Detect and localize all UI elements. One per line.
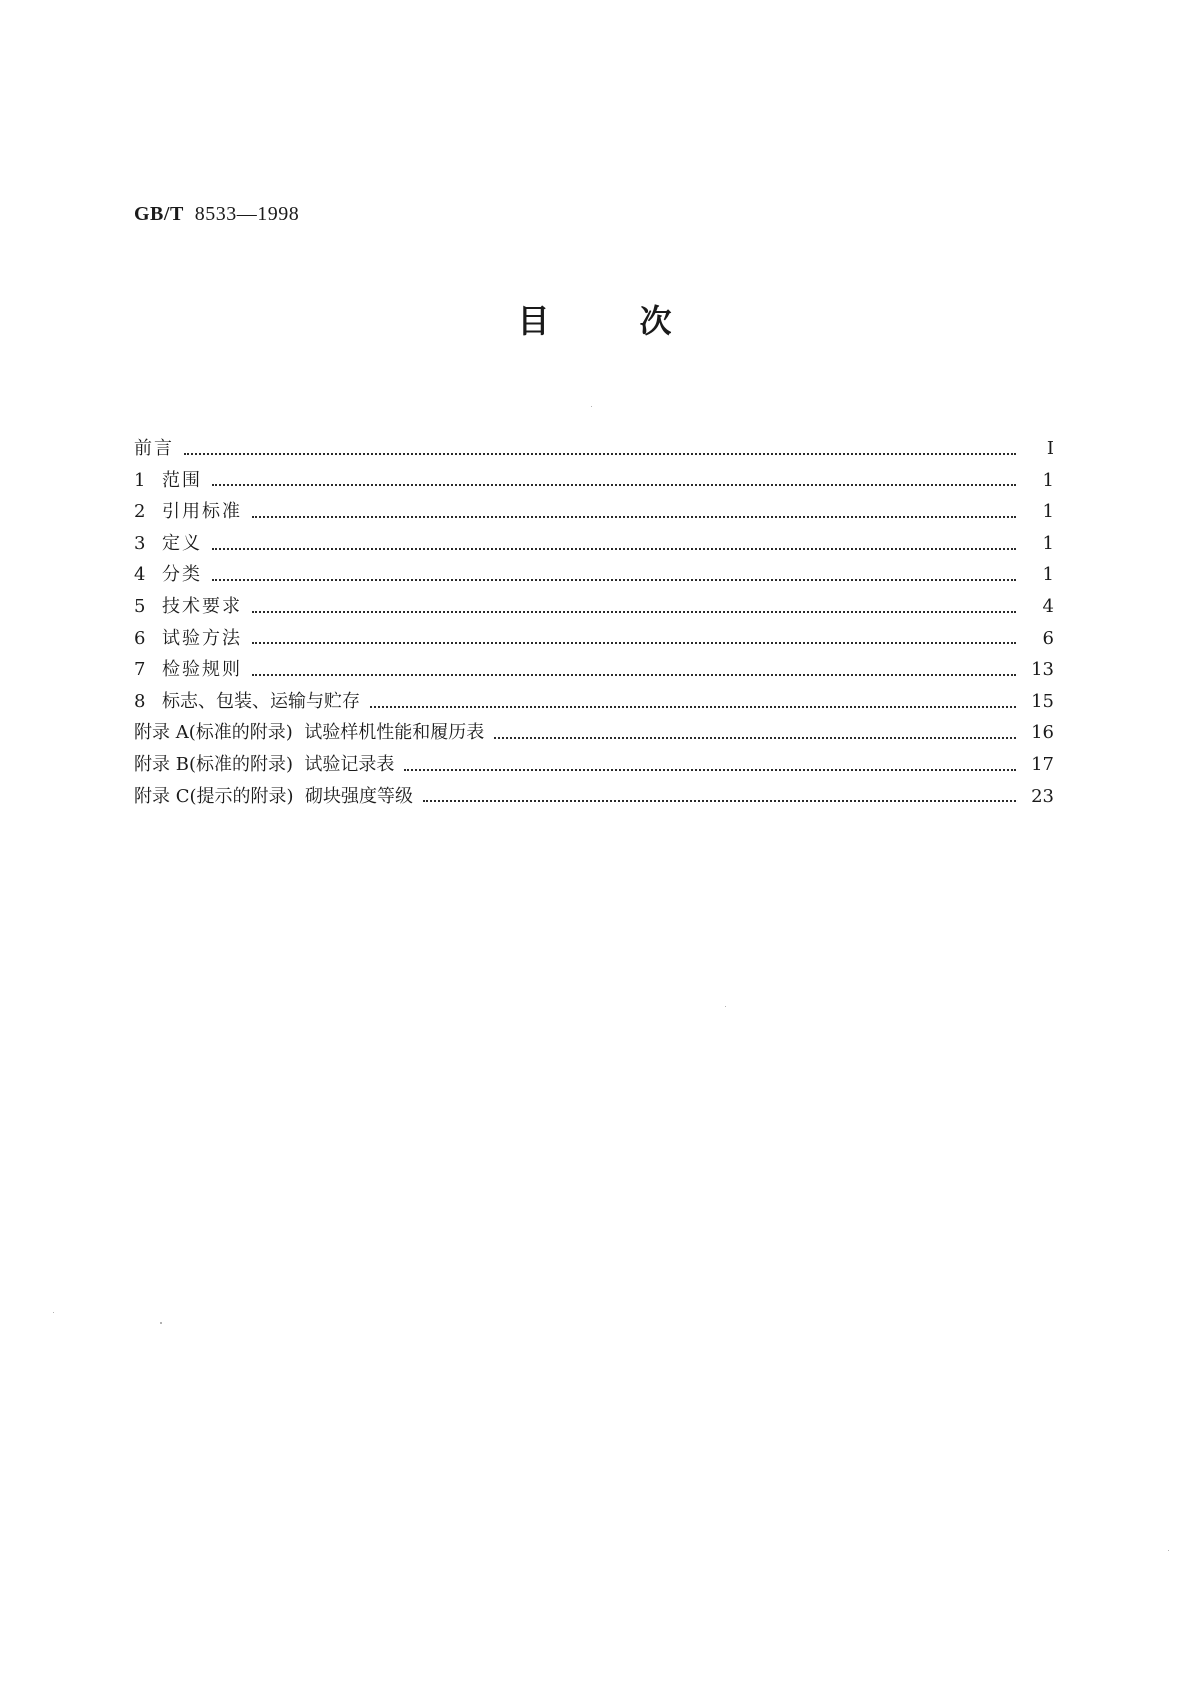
toc-leader-dots <box>252 628 1016 644</box>
toc-entry-2[interactable] <box>134 496 1054 528</box>
toc-page-number: 16 <box>1031 722 1054 744</box>
toc-section-number: 8 <box>134 690 146 712</box>
toc-leader-dots <box>494 723 1016 739</box>
toc-page-number: 4 <box>1042 595 1054 617</box>
toc-entry-appendix-b[interactable] <box>134 749 1054 781</box>
standard-prefix: GB/T <box>134 203 184 225</box>
toc-page-number: 1 <box>1042 564 1054 586</box>
toc-section-number: 1 <box>134 469 146 491</box>
toc-page-number: 1 <box>1042 532 1054 554</box>
toc-page-number: I <box>1046 438 1054 459</box>
toc-page-number: 15 <box>1031 690 1054 712</box>
scan-speck <box>160 1322 162 1324</box>
toc-entry-4[interactable] <box>134 559 1054 591</box>
toc-leader-dots <box>212 534 1016 550</box>
toc-page-number: 1 <box>1042 501 1054 523</box>
toc-label: 附录 C(提示的附录) 砌块强度等级 <box>134 781 419 813</box>
toc-section-number: 4 <box>134 564 146 586</box>
toc-section-number: 2 <box>134 501 146 523</box>
standard-code <box>134 203 299 226</box>
standard-number: 8533—1998 <box>194 203 300 225</box>
toc-label: 附录 B(标准的附录) 试验记录表 <box>134 749 400 781</box>
page-title <box>0 296 1191 342</box>
toc-label: 4 分类 <box>134 559 208 591</box>
toc-label: 6 试验方法 <box>134 623 248 655</box>
scan-speck <box>591 406 592 407</box>
toc-leader-dots <box>423 786 1016 802</box>
toc-label: 2 引用标准 <box>134 496 248 528</box>
toc-section-number: 6 <box>134 627 146 649</box>
scan-speck <box>725 1006 726 1007</box>
toc-leader-dots <box>212 565 1016 581</box>
toc-label: 前言 <box>134 433 180 465</box>
toc-entry-1[interactable] <box>134 465 1054 497</box>
toc-page-number: 23 <box>1031 785 1054 807</box>
toc-entry-3[interactable] <box>134 528 1054 560</box>
toc-label: 5 技术要求 <box>134 591 248 623</box>
toc-entry-preface[interactable] <box>134 433 1054 465</box>
toc-entry-8[interactable] <box>134 686 1054 718</box>
toc-entry-appendix-a[interactable] <box>134 717 1054 749</box>
toc-label: 附录 A(标准的附录) 试验样机性能和履历表 <box>134 717 490 749</box>
title-char-2: 次 <box>639 302 674 340</box>
toc-entry-6[interactable] <box>134 623 1054 655</box>
toc-leader-dots <box>252 597 1016 613</box>
toc-page-number: 17 <box>1031 753 1054 775</box>
toc-leader-dots <box>252 502 1016 518</box>
toc-entry-7[interactable] <box>134 654 1054 686</box>
toc-entry-appendix-c[interactable] <box>134 781 1054 813</box>
toc-label: 8 标志、包装、运输与贮存 <box>134 686 366 718</box>
toc-leader-dots <box>404 755 1016 771</box>
toc-label: 7 检验规则 <box>134 654 248 686</box>
toc-entry-5[interactable] <box>134 591 1054 623</box>
toc-leader-dots <box>252 660 1016 676</box>
toc-leader-dots <box>212 470 1016 486</box>
scan-speck <box>53 1312 54 1313</box>
toc-section-number: 5 <box>134 595 146 617</box>
toc-section-number: 3 <box>134 532 146 554</box>
toc-leader-dots <box>370 692 1016 708</box>
toc-section-number: 7 <box>134 659 146 681</box>
title-char-1: 目 <box>517 302 552 340</box>
toc-leader-dots <box>184 439 1016 455</box>
toc-page-number: 13 <box>1031 659 1054 681</box>
toc-page-number: 1 <box>1042 469 1054 491</box>
toc-page-number: 6 <box>1042 627 1054 649</box>
toc-label: 1 范围 <box>134 465 208 497</box>
table-of-contents <box>134 433 1054 812</box>
toc-label: 3 定义 <box>134 528 208 560</box>
scan-speck <box>1168 1550 1169 1551</box>
